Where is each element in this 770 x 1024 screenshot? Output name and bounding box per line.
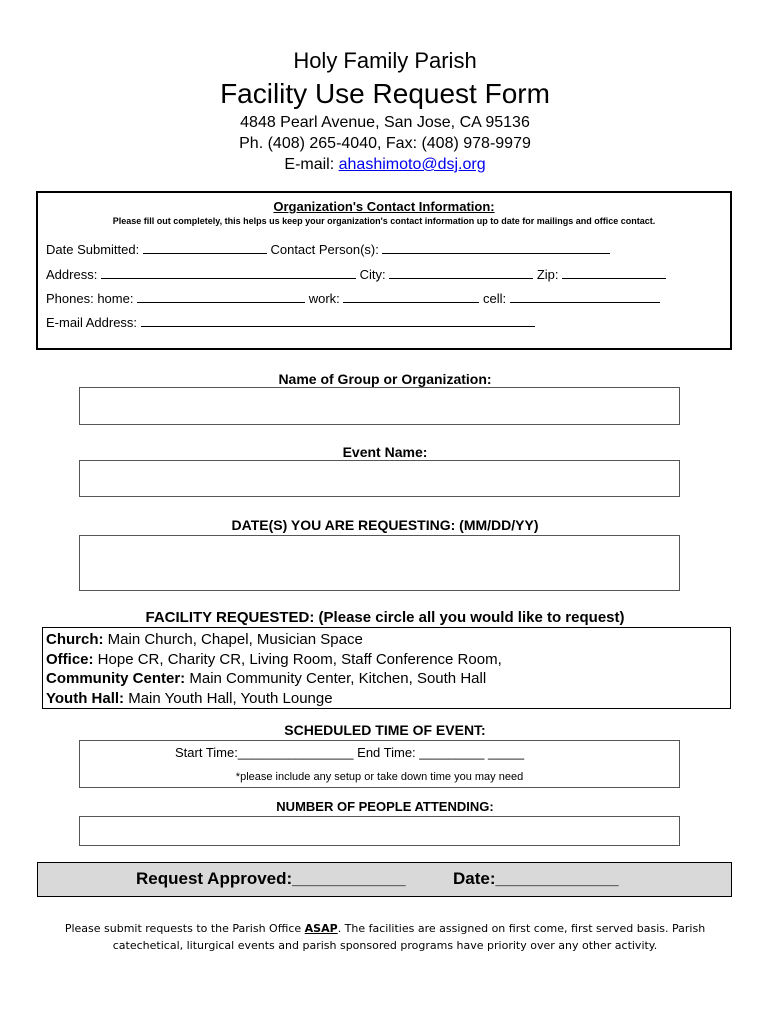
time-fields — [175, 745, 524, 760]
parish-address: 4848 Pearl Avenue, San Jose, CA 95136 — [240, 114, 530, 131]
email-address-label: E-mail Address: — [46, 315, 138, 330]
parish-email-line — [0, 156, 770, 174]
facility-community-row — [46, 669, 730, 689]
email-label: E-mail: — [284, 156, 339, 173]
contact-heading: Organization's Contact Information: — [273, 199, 495, 214]
event-name-label: Event Name: — [342, 444, 428, 460]
date-submitted-label: Date Submitted: — [46, 242, 140, 257]
parish-phone: Ph. (408) 265-4040, Fax: (408) 978-9979 — [239, 135, 531, 152]
parish-name: Holy Family Parish — [293, 48, 477, 73]
community-center-options[interactable]: Main Community Center, Kitchen, South Hall — [185, 670, 487, 687]
zip-field[interactable] — [562, 266, 666, 279]
event-name-field[interactable] — [79, 460, 680, 497]
email-row — [46, 314, 535, 330]
cell-phone-label: cell: — [483, 291, 507, 306]
contact-person-label: Contact Person(s): — [270, 242, 379, 257]
home-phone-label: Phones: home: — [46, 291, 134, 306]
dates-field[interactable] — [79, 535, 680, 591]
people-attending-label: NUMBER OF PEOPLE ATTENDING: — [276, 799, 494, 814]
footer-text-start: Please submit requests to the Parish Office — [64, 922, 305, 935]
zip-label: Zip: — [536, 267, 559, 282]
facility-youth-row — [46, 689, 730, 709]
phones-row — [46, 290, 660, 306]
community-center-label: Community Center: — [46, 670, 186, 687]
work-phone-label: work: — [308, 291, 340, 306]
approval-date-field[interactable]: Date:_____________ — [453, 869, 619, 888]
scheduled-time-box — [79, 740, 680, 788]
request-approved-field[interactable]: Request Approved:____________ — [136, 869, 406, 888]
start-time-field[interactable]: Start Time:________________ — [175, 745, 354, 760]
date-contact-row — [46, 241, 610, 257]
cell-phone-field[interactable] — [510, 290, 660, 303]
dates-label: DATE(S) YOU ARE REQUESTING: (MM/DD/YY) — [231, 517, 539, 533]
address-row — [46, 266, 666, 282]
facility-church-row — [46, 630, 730, 650]
footer-text-end: . The facilities are assigned on first come, first served basis. Parish catechetical, liturgical events and parish sponsored programs have priority over any other activity. — [112, 922, 706, 952]
facility-office-row — [46, 650, 730, 670]
address-field[interactable] — [101, 266, 356, 279]
office-options[interactable]: Hope CR, Charity CR, Living Room, Staff Conference Room, — [93, 650, 502, 668]
contact-person-field[interactable] — [382, 241, 610, 254]
time-note: *please include any setup or take down time you may need — [235, 771, 524, 783]
end-time-field[interactable]: End Time: _________ _____ — [353, 745, 525, 760]
contact-note: Please fill out completely, this helps us keep your organization's contact information up to date for mailings and office contact. — [112, 216, 656, 226]
youth-hall-options[interactable]: Main Youth Hall, Youth Lounge — [124, 689, 333, 707]
address-label: Address: — [46, 267, 98, 282]
group-name-label: Name of Group or Organization: — [278, 371, 492, 387]
email-address-field[interactable] — [141, 314, 535, 327]
date-submitted-field[interactable] — [143, 241, 267, 254]
facility-options — [42, 627, 731, 709]
city-label: City: — [359, 267, 386, 282]
group-name-field[interactable] — [79, 387, 680, 425]
work-phone-field[interactable] — [343, 290, 479, 303]
email-link[interactable]: ahashimoto@dsj.org — [338, 156, 486, 173]
scheduled-time-label: SCHEDULED TIME OF EVENT: — [284, 722, 486, 738]
city-field[interactable] — [389, 266, 533, 279]
youth-hall-label: Youth Hall: — [46, 689, 125, 707]
people-attending-field[interactable] — [79, 816, 680, 846]
contact-information-section — [36, 191, 732, 350]
church-label: Church: — [46, 631, 104, 648]
church-options[interactable]: Main Church, Chapel, Musician Space — [103, 631, 363, 648]
home-phone-field[interactable] — [137, 290, 305, 303]
facility-label: FACILITY REQUESTED: (Please circle all you would like to request) — [145, 609, 625, 626]
footer-asap: ASAP — [304, 922, 338, 935]
office-label: Office: — [46, 650, 94, 668]
footer-note — [40, 920, 730, 954]
form-title: Facility Use Request Form — [220, 78, 550, 109]
approval-bar — [37, 862, 732, 897]
